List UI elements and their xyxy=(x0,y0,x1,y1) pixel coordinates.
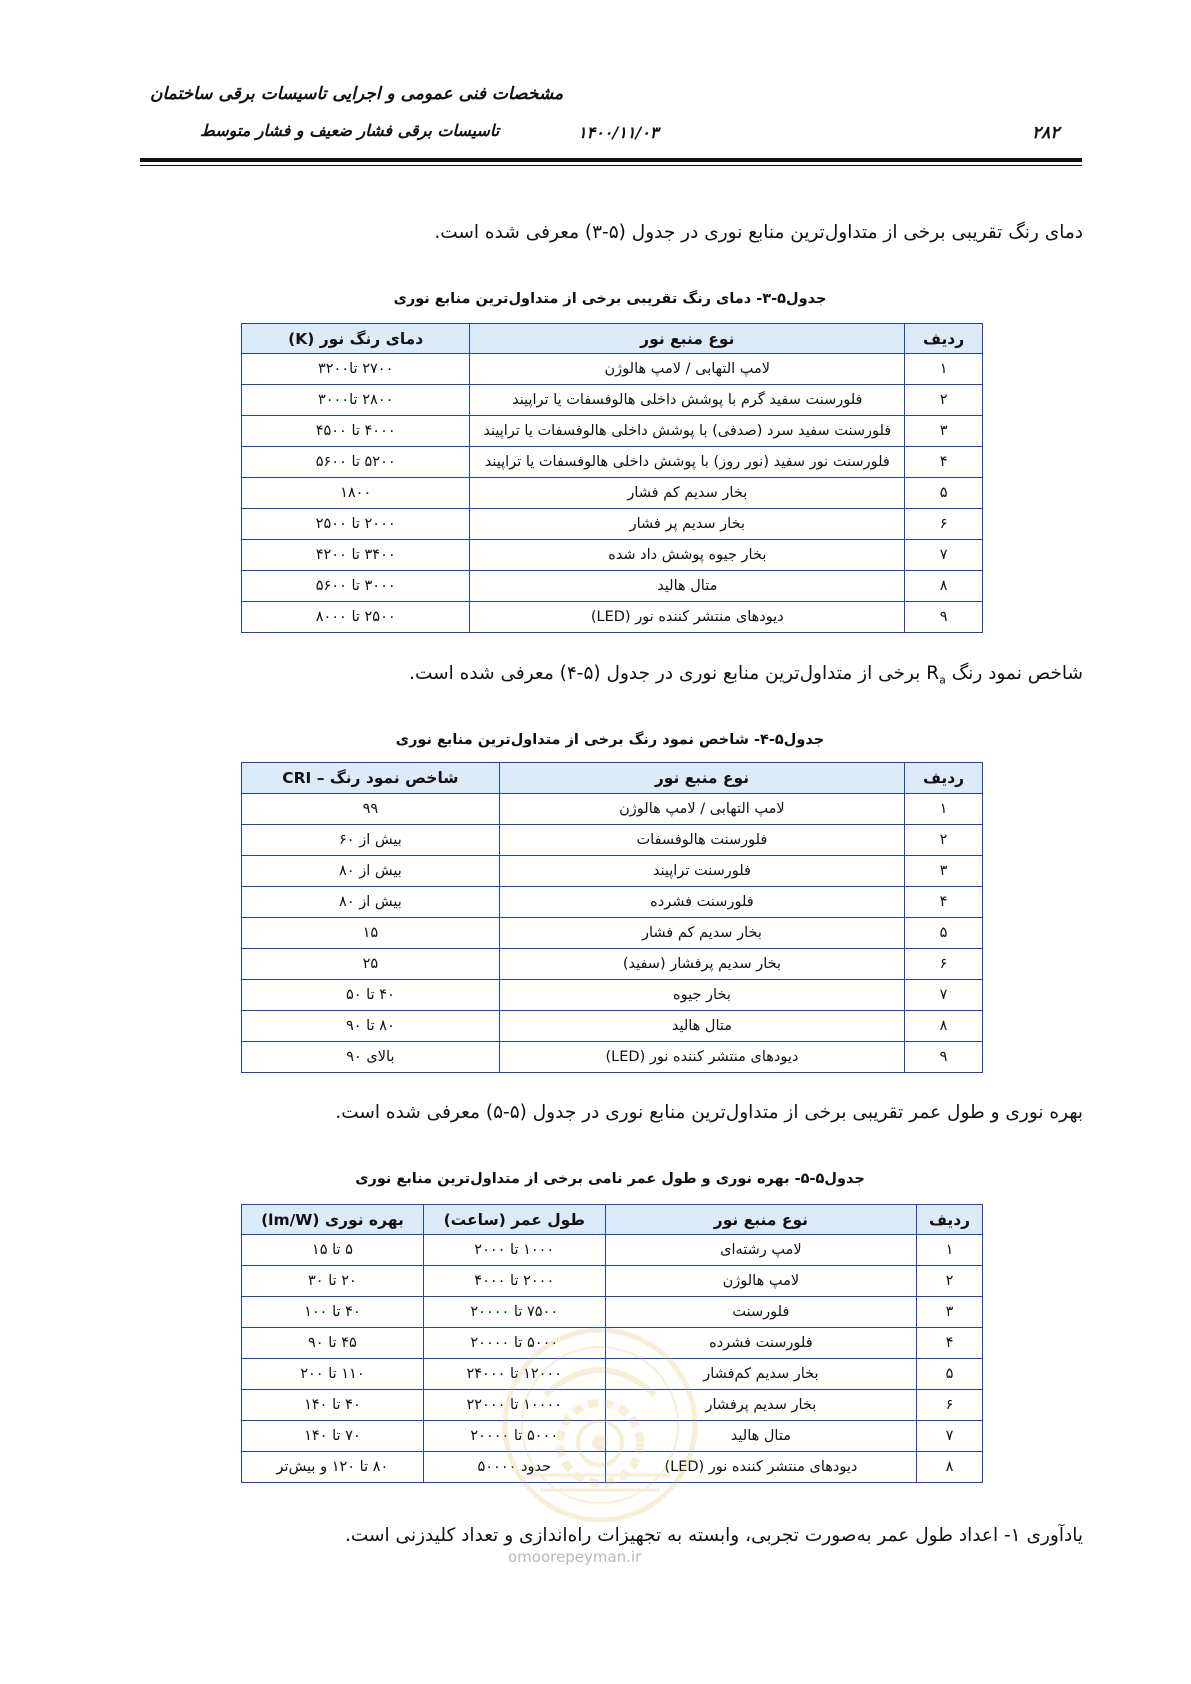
table-cell: ۲۷۰۰ تا۳۲۰۰ xyxy=(242,354,470,385)
table-cell: ۱۸۰۰ xyxy=(242,478,470,509)
table-cell: ۴ xyxy=(905,887,983,918)
table-row xyxy=(242,385,983,416)
table-cell: ۲۰۰۰ تا ۴۰۰۰ xyxy=(423,1266,605,1297)
table-cell: ۸ xyxy=(917,1452,983,1483)
table-cell: ۵۰۰۰ تا ۲۰۰۰۰ xyxy=(423,1421,605,1452)
table-cell: بخار سدیم کم‌فشار xyxy=(605,1359,916,1390)
table5-header-cell: طول عمر (ساعت) xyxy=(423,1205,605,1235)
table-cell: ۷ xyxy=(905,980,983,1011)
table-cell: فلورسنت تراپیند xyxy=(499,856,904,887)
table-cell: ۳۰۰۰ تا ۵۶۰۰ xyxy=(242,571,470,602)
table-cell: ۳ xyxy=(917,1297,983,1328)
table-cell: ۸۰ تا ۱۲۰ و بیش‌تر xyxy=(242,1452,424,1483)
table-cell: ۲۵۰۰ تا ۸۰۰۰ xyxy=(242,602,470,633)
paragraph-3: بهره نوری و طول عمر تقریبی برخی از متداول‌ترین منابع نوری در جدول (۵-۵) معرفی شده است. xyxy=(335,1102,1083,1123)
table-cell: ۳۴۰۰ تا ۴۲۰۰ xyxy=(242,540,470,571)
table4-header-cell: شاخص نمود رنگ – CRI xyxy=(242,763,500,794)
table3-header-cell: نوع منبع نور xyxy=(470,324,905,354)
table-row xyxy=(242,918,983,949)
table-cell: ۵۲۰۰ تا ۵۶۰۰ xyxy=(242,447,470,478)
table-cell: ۷ xyxy=(917,1421,983,1452)
paragraph-1: دمای رنگ تقریبی برخی از متداول‌ترین منابع نوری در جدول (۵-۳) معرفی شده است. xyxy=(434,222,1083,243)
table-row xyxy=(242,354,983,385)
table-cell: فلورسنت فشرده xyxy=(605,1328,916,1359)
paragraph-2-before: شاخص نمود رنگ xyxy=(945,663,1083,684)
table-row xyxy=(242,980,983,1011)
table-cell: بخار جیوه xyxy=(499,980,904,1011)
table-cell: متال هالید xyxy=(470,571,905,602)
table-cell: ۲ xyxy=(917,1266,983,1297)
table-cell: ۵۰۰۰ تا ۲۰۰۰۰ xyxy=(423,1328,605,1359)
ra-symbol: R xyxy=(926,663,940,684)
table-cell: ۲۸۰۰ تا۳۰۰۰ xyxy=(242,385,470,416)
table-cell: ۱ xyxy=(917,1235,983,1266)
table-row xyxy=(242,794,983,825)
table-cell: ۵ تا ۱۵ xyxy=(242,1235,424,1266)
table-cell: ۸ xyxy=(905,1011,983,1042)
header-date: ۱۴۰۰/۱۱/۰۳ xyxy=(578,123,659,142)
table-row xyxy=(242,416,983,447)
table-cell: ۴ xyxy=(917,1328,983,1359)
table-cell: بخار جیوه پوشش داد شده xyxy=(470,540,905,571)
table-cell: ۷۵۰۰ تا ۲۰۰۰۰ xyxy=(423,1297,605,1328)
table5-header-cell: بهره نوری (lm/W) xyxy=(242,1205,424,1235)
table-cell: فلورسنت سفید سرد (صدفی) با پوشش داخلی هالوفسفات یا تراپیند xyxy=(470,416,905,447)
table-cell: ۹ xyxy=(905,602,983,633)
table5-header-row xyxy=(242,1205,983,1235)
table4-header-row xyxy=(242,763,983,794)
table-cell: ۱۰۰۰۰ تا ۲۲۰۰۰ xyxy=(423,1390,605,1421)
table-cell: ۲۰ تا ۳۰ xyxy=(242,1266,424,1297)
table-cell: فلورسنت سفید گرم با پوشش داخلی هالوفسفات یا تراپیند xyxy=(470,385,905,416)
table-cell: ۱۲۰۰۰ تا ۲۴۰۰۰ xyxy=(423,1359,605,1390)
header-rule-thick xyxy=(140,158,1082,162)
table-cell: ۱ xyxy=(905,794,983,825)
seal-logo-icon xyxy=(500,1325,700,1525)
paragraph-2-after: برخی از متداول‌ترین منابع نوری در جدول (۵-۴) معرفی شده است. xyxy=(409,663,927,684)
table5-header-cell: نوع منبع نور xyxy=(605,1205,916,1235)
table-cell: ۵ xyxy=(917,1359,983,1390)
table4-caption: جدول۵-۴- شاخص نمود رنگ برخی از متداول‌ترین منابع نوری xyxy=(395,732,825,748)
table3-caption: جدول۵-۳- دمای رنگ تقریبی برخی از متداول‌ترین منابع نوری xyxy=(393,291,827,307)
table5-header-cell: ردیف xyxy=(917,1205,983,1235)
table-cell: فلورسنت xyxy=(605,1297,916,1328)
table-cell: ۱ xyxy=(905,354,983,385)
table-cell: ۲۰۰۰ تا ۲۵۰۰ xyxy=(242,509,470,540)
paragraph-2 xyxy=(409,663,1083,687)
table-cell: بخار سدیم کم فشار xyxy=(499,918,904,949)
table-cell: بیش از ۸۰ xyxy=(242,887,500,918)
header-title: مشخصات فنی عمومی و اجرایی تاسیسات برقی ساختمان xyxy=(150,84,564,104)
table-cell: فلورسنت فشرده xyxy=(499,887,904,918)
table-cell: ۸ xyxy=(905,571,983,602)
table-cell: دیودهای منتشر کننده نور (LED) xyxy=(605,1452,916,1483)
table-cell: ۶ xyxy=(905,509,983,540)
table-cell: ۷ xyxy=(905,540,983,571)
header-subtitle: تاسیسات برقی فشار ضعیف و فشار متوسط xyxy=(200,121,500,140)
table3 xyxy=(241,323,983,633)
table-cell: بخار سدیم کم فشار xyxy=(470,478,905,509)
table-cell: ۲۵ xyxy=(242,949,500,980)
table-cell: ۱۵ xyxy=(242,918,500,949)
page-number: ۲۸۲ xyxy=(1032,123,1060,143)
table-row xyxy=(242,1011,983,1042)
table-cell: ۸۰ تا ۹۰ xyxy=(242,1011,500,1042)
table-cell: بخار سدیم پرفشار (سفید) xyxy=(499,949,904,980)
table-cell: فلورسنت نور سفید (نور روز) با پوشش داخلی هالوفسفات یا تراپیند xyxy=(470,447,905,478)
table-row xyxy=(242,856,983,887)
table-cell: ۴ xyxy=(905,447,983,478)
table-cell: ۱۰۰۰ تا ۲۰۰۰ xyxy=(423,1235,605,1266)
table-cell: متال هالید xyxy=(605,1421,916,1452)
table-row xyxy=(242,602,983,633)
table3-header-cell: دمای رنگ نور (K) xyxy=(242,324,470,354)
table-row xyxy=(242,949,983,980)
table-cell: لامپ التهابی / لامپ هالوژن xyxy=(499,794,904,825)
header-rule-thin xyxy=(140,165,1082,166)
table3-header-row xyxy=(242,324,983,354)
ra-subscript: a xyxy=(939,673,946,687)
table-cell: ۴۰ تا ۱۰۰ xyxy=(242,1297,424,1328)
table-cell: لامپ رشته‌ای xyxy=(605,1235,916,1266)
table-cell: دیودهای منتشر کننده نور (LED) xyxy=(499,1042,904,1073)
table-cell: دیودهای منتشر کننده نور (LED) xyxy=(470,602,905,633)
table-cell: ۵ xyxy=(905,478,983,509)
table-row xyxy=(242,1235,983,1266)
table3-header-cell: ردیف xyxy=(905,324,983,354)
table-cell: ۳ xyxy=(905,856,983,887)
table-cell: بخار سدیم پرفشار xyxy=(605,1390,916,1421)
table-cell: بیش از ۸۰ xyxy=(242,856,500,887)
table4 xyxy=(241,762,983,1073)
table-cell: بالای ۹۰ xyxy=(242,1042,500,1073)
table-cell: ۲ xyxy=(905,385,983,416)
table-cell: ۹ xyxy=(905,1042,983,1073)
table-cell: لامپ التهابی / لامپ هالوژن xyxy=(470,354,905,385)
table-cell: بخار سدیم پر فشار xyxy=(470,509,905,540)
table-row xyxy=(242,571,983,602)
table-cell: ۶ xyxy=(905,949,983,980)
table-cell: ۶ xyxy=(917,1390,983,1421)
table-cell: ۴۰ تا ۱۴۰ xyxy=(242,1390,424,1421)
table-cell: ۱۱۰ تا ۲۰۰ xyxy=(242,1359,424,1390)
table-row xyxy=(242,447,983,478)
table-cell: بیش از ۶۰ xyxy=(242,825,500,856)
table5-caption: جدول۵-۵- بهره نوری و طول عمر نامی برخی از متداول‌ترین منابع نوری xyxy=(355,1171,865,1187)
note-paragraph: یادآوری ۱- اعداد طول عمر به‌صورت تجربی، وابسته به تجهیزات راه‌اندازی و تعداد کلیدزنی است. xyxy=(344,1525,1083,1546)
table-cell: ۴۰ تا ۵۰ xyxy=(242,980,500,1011)
table-row xyxy=(242,478,983,509)
table-row xyxy=(242,1266,983,1297)
table-cell: حدود ۵۰۰۰۰ xyxy=(423,1452,605,1483)
table-row xyxy=(242,1297,983,1328)
watermark-text: omoorepeyman.ir xyxy=(508,1548,642,1566)
table-cell: ۹۹ xyxy=(242,794,500,825)
table-cell: متال هالید xyxy=(499,1011,904,1042)
table-row xyxy=(242,509,983,540)
table-cell: ۵ xyxy=(905,918,983,949)
table-cell: ۳ xyxy=(905,416,983,447)
table-row xyxy=(242,887,983,918)
table-row xyxy=(242,825,983,856)
table-row xyxy=(242,540,983,571)
table-cell: ۲ xyxy=(905,825,983,856)
table-cell: فلورسنت هالوفسفات xyxy=(499,825,904,856)
table-cell: ۴۵ تا ۹۰ xyxy=(242,1328,424,1359)
table-cell: لامپ هالوژن xyxy=(605,1266,916,1297)
table4-header-cell: ردیف xyxy=(905,763,983,794)
table-cell: ۷۰ تا ۱۴۰ xyxy=(242,1421,424,1452)
table-cell: ۴۰۰۰ تا ۴۵۰۰ xyxy=(242,416,470,447)
table-row xyxy=(242,1042,983,1073)
table4-header-cell: نوع منبع نور xyxy=(499,763,904,794)
